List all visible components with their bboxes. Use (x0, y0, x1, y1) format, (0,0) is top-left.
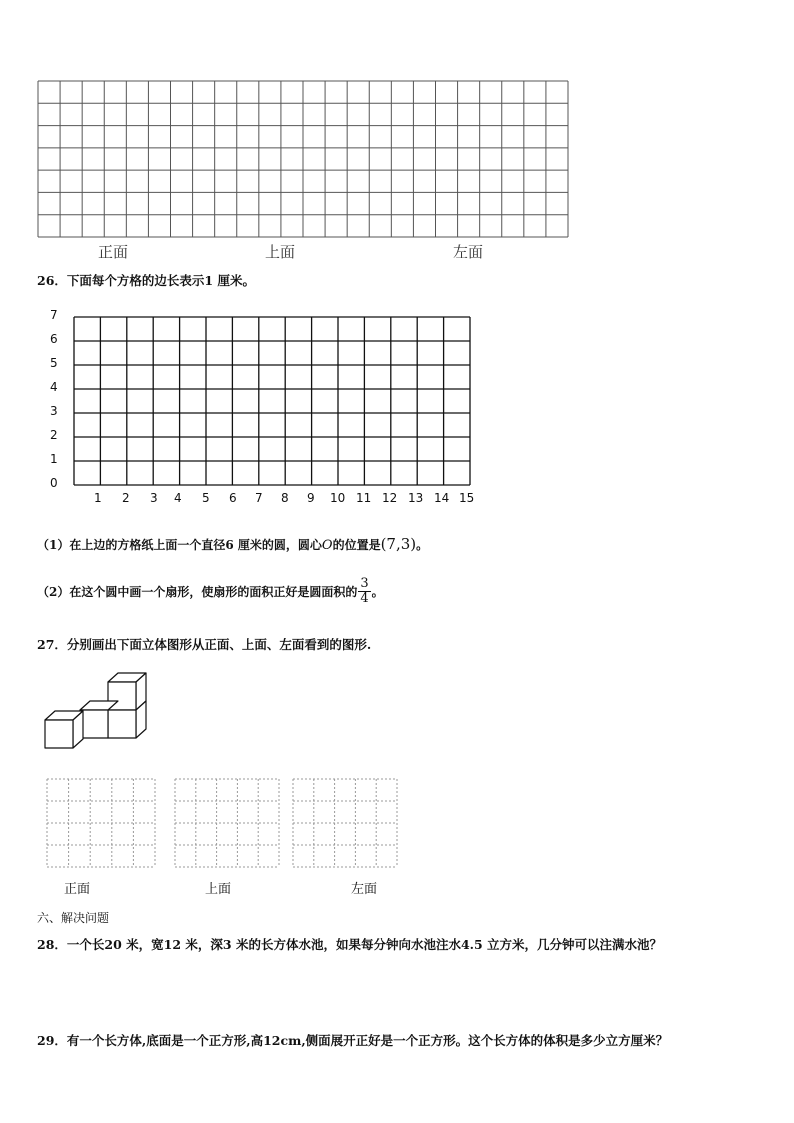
y-tick-3: 3 (50, 404, 58, 418)
x-tick-3: 3 (150, 491, 158, 505)
x-tick-1: 1 (94, 491, 102, 505)
top-grid-label-left: 左面 (453, 243, 484, 261)
q27-label-top: 上面 (205, 882, 232, 897)
q26-center-var: O (321, 538, 333, 553)
x-tick-15: 15 (459, 491, 475, 505)
q26-center-coord: (7,3) (380, 535, 417, 553)
section-6-heading: 六、解决问题 (37, 911, 110, 925)
q28-text: 28．一个长20 米，宽12 米，深3 米的长方体水池，如果每分钟向水池注水4.5 立方米，几分钟可以注满水池？ (37, 937, 663, 952)
q26-coordinate-grid (72, 315, 472, 487)
x-tick-10: 10 (330, 491, 346, 505)
y-tick-6: 6 (50, 332, 58, 346)
q26-part2-end: 。 (371, 585, 384, 599)
q26-x-axis (72, 491, 482, 509)
x-tick-6: 6 (229, 491, 237, 505)
q27-cube-figure (40, 670, 152, 752)
x-tick-13: 13 (408, 491, 424, 505)
y-tick-1: 1 (50, 452, 58, 466)
q26-y-axis (48, 308, 64, 498)
fraction-denominator: 4 (360, 591, 369, 606)
top-grid-label-top: 上面 (265, 243, 296, 261)
q27-label-front: 正面 (64, 882, 91, 897)
fraction-numerator: 3 (360, 576, 369, 591)
y-tick-5: 5 (50, 356, 58, 370)
x-tick-5: 5 (202, 491, 210, 505)
y-tick-2: 2 (50, 428, 58, 442)
y-tick-0: 0 (50, 476, 58, 490)
x-tick-4: 4 (174, 491, 182, 505)
q26-part1-end: 。 (416, 538, 429, 552)
q27-front-view-grid (46, 778, 156, 868)
top-answer-grid (37, 80, 569, 240)
x-tick-9: 9 (307, 491, 315, 505)
q26-part1-prefix: （1）在上边的方格纸上面一个直径6 厘米的圆，圆心 (37, 538, 322, 552)
q26-heading: 26．下面每个方格的边长表示1 厘米。 (37, 273, 255, 288)
x-tick-12: 12 (382, 491, 398, 505)
x-tick-11: 11 (356, 491, 372, 505)
q26-part1-mid: 的位置是 (332, 538, 381, 552)
q29-text: 29．有一个长方体,底面是一个正方形,高12cm,侧面展开正好是一个正方形。这个长方体的体积是多少立方厘米？ (37, 1033, 669, 1048)
q26-part2-prefix: （2）在这个圆中画一个扇形，使扇形的面积正好是圆面积的 (37, 585, 358, 599)
fraction-three-quarters (358, 577, 370, 606)
x-tick-14: 14 (434, 491, 450, 505)
q27-top-view-grid (174, 778, 280, 868)
x-tick-2: 2 (122, 491, 130, 505)
q26-part1 (37, 535, 428, 553)
x-tick-7: 7 (255, 491, 263, 505)
x-tick-8: 8 (281, 491, 289, 505)
y-tick-7: 7 (50, 308, 58, 322)
q27-label-left: 左面 (351, 882, 378, 897)
q26-part2 (37, 577, 384, 606)
y-tick-4: 4 (50, 380, 58, 394)
top-grid-label-front: 正面 (98, 243, 129, 261)
q27-left-view-grid (292, 778, 398, 868)
q27-heading: 27．分别画出下面立体图形从正面、上面、左面看到的图形. (37, 637, 372, 652)
